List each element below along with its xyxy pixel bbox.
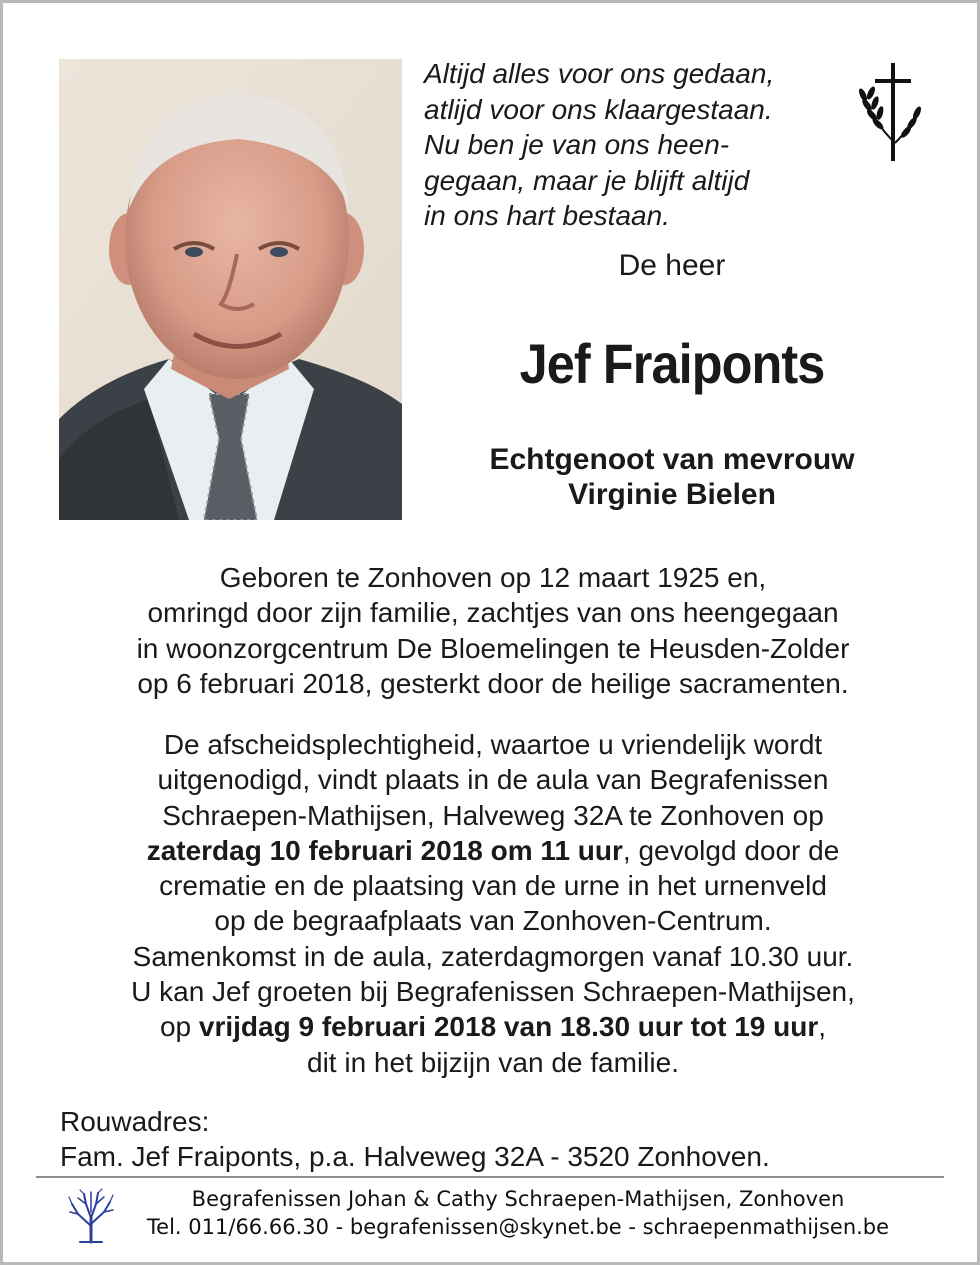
cross-with-wheat-icon [853,61,929,163]
paragraph-line: crematie en de plaatsing van de urne in het urnenveld [159,870,827,902]
spouse-info [423,442,921,512]
ceremony-paragraph [43,727,943,1080]
mourning-address [60,1104,770,1174]
funeral-home-contact: Tel. 011/66.66.30 - begrafenissen@skynet.be - schraepenmathijsen.be [146,1215,890,1239]
paragraph-line: op de begraafplaats van Zonhoven-Centrum. [214,905,772,937]
spouse-name: Virginie Bielen [568,478,776,511]
address-value: Fam. Jef Fraiponts, p.a. Halveweg 32A - 3520 Zonhoven. [60,1141,770,1172]
birth-death-paragraph [43,560,943,701]
paragraph-line [43,833,943,868]
paragraph-line [43,1009,943,1044]
spouse-line: Echtgenoot van mevrouw [489,443,855,476]
paragraph-text: , [818,1011,827,1043]
funeral-home-name: Begrafenissen Johan & Cathy Schraepen-Mathijsen, Zonhoven [191,1187,845,1211]
poem-line: gegaan, maar je blijft altijd [424,164,750,196]
portrait-photo [59,59,402,520]
poem-line: in ons hart bestaan. [424,200,670,231]
paragraph-text: op [159,1011,199,1043]
paragraph-line: dit in het bijzijn van de familie. [307,1046,679,1078]
tree-logo-icon [66,1188,116,1244]
paragraph-line: Geboren te Zonhoven op 12 maart 1925 en, [219,562,767,593]
salutation: De heer [618,249,726,282]
address-label: Rouwadres: [60,1106,210,1137]
paragraph-line: omringd door zijn familie, zachtjes van ons heengegaan [147,597,839,629]
paragraph-line: U kan Jef groeten bij Begrafenissen Schraepen-Mathijsen, [131,976,855,1008]
funeral-home-footer [123,1185,913,1241]
deceased-name: Jef Fraiponts [519,332,825,395]
visitation-date: vrijdag 9 februari 2018 van 18.30 uur tot 19 uur [198,1011,819,1043]
paragraph-line: uitgenodigd, vindt plaats in de aula van Begrafenissen [157,764,829,796]
obituary-card [3,3,977,1262]
paragraph-text: , gevolgd door de [622,834,840,866]
ceremony-date: zaterdag 10 februari 2018 om 11 uur [146,834,623,866]
paragraph-line: op 6 februari 2018, gesterkt door de heilige sacramenten. [137,667,849,699]
poem-line: Nu ben je van ons heen- [424,129,730,160]
paragraph-line: De afscheidsplechtigheid, waartoe u vriendelijk wordt [163,729,823,760]
poem [424,56,844,234]
paragraph-line: Schraepen-Mathijsen, Halveweg 32A te Zonhoven op [162,799,824,831]
paragraph-line: in woonzorgcentrum De Bloemelingen te Heusden-Zolder [136,632,850,664]
poem-line: atlijd voor ons klaargestaan. [424,93,773,125]
paragraph-line: Samenkomst in de aula, zaterdagmorgen vanaf 10.30 uur. [132,940,854,972]
divider [36,1176,944,1178]
poem-line: Altijd alles voor ons gedaan, [424,58,775,89]
